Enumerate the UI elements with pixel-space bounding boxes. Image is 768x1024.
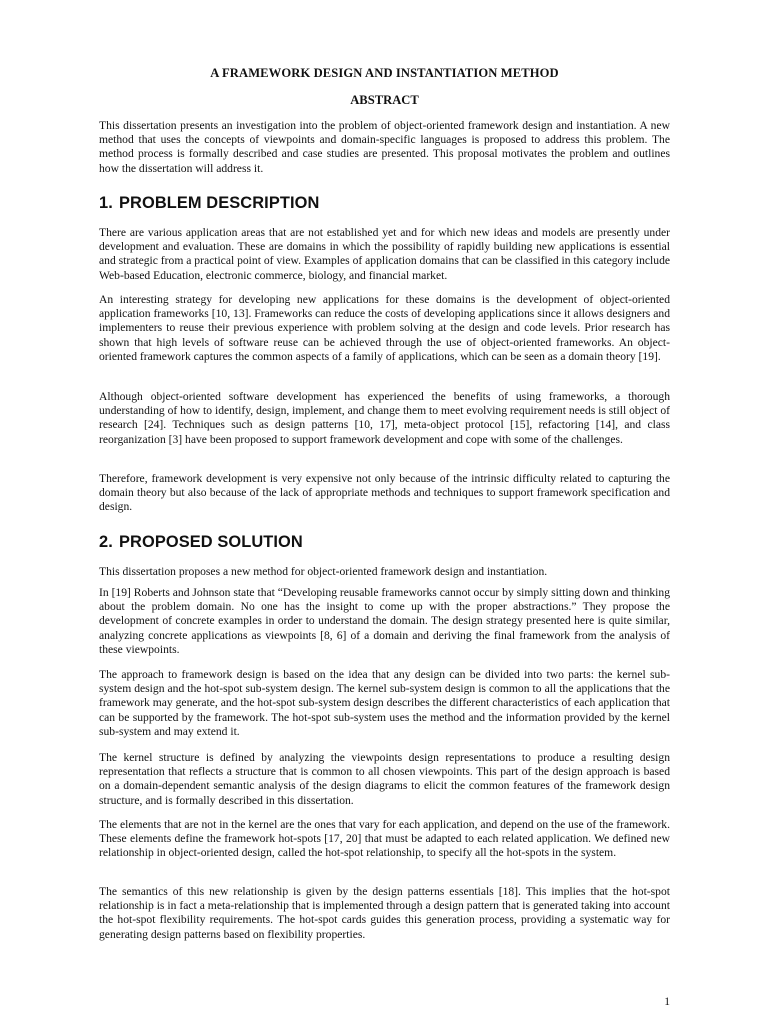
section-number: 2. <box>99 533 113 551</box>
paragraph: The semantics of this new relationship is given by the design patterns essentials [18]. This implies that the hot-spot relationship is in fact a meta-relationship that is implemented through a design pattern that is generated taking into account the hot-spot flexibility requirements. The hot-spot cards guides this generation process, providing a systematic way for generating design patterns based on flexibility properties. <box>99 885 670 941</box>
paragraph: The approach to framework design is based on the idea that any design can be divided into two parts: the kernel sub-system design and the hot-spot sub-system design. The kernel sub-system design is common to all the applications that the framework may generate, and the hot-spot sub-system design describes the different characteristics of each application that can be supported by the framework. The hot-spot sub-system uses the method and the information provided by the kernel sub-system and may extend it. <box>99 668 670 738</box>
document-page <box>99 0 670 1024</box>
paragraph: Although object-oriented software development has experienced the benefits of using frameworks, a thorough understanding of how to identify, design, implement, and change them to meet evolving requirement needs is still object of research [24]. Techniques such as design patterns [10, 17], meta-object protocol [15], refactoring [14], and class reorganization [3] have been proposed to support framework development and cope with some of the challenges. <box>99 390 670 446</box>
paragraph: An interesting strategy for developing new applications for these domains is the development of object-oriented application frameworks [10, 13]. Frameworks can reduce the costs of developing applications since it allows designers and implementers to reuse their previous experience with problem solving at the design and code levels. Prior research has shown that high levels of software reuse can be achieved through the use of object-oriented frameworks. An object-oriented framework captures the common aspects of a family of applications, which can be seen as a domain theory [19]. <box>99 293 670 363</box>
paragraph: In [19] Roberts and Johnson state that “Developing reusable frameworks cannot occur by simply sitting down and thinking about the problem domain. No one has the insight to come up with the proper abstractions.” They propose the development of concrete examples in order to understand the domain. The design strategy presented here is quite similar, analyzing concrete applications as viewpoints [8, 6] of a domain and deriving the final framework from the analysis of these viewpoints. <box>99 586 670 656</box>
document-title: A FRAMEWORK DESIGN AND INSTANTIATION METHOD <box>210 66 559 80</box>
abstract-heading: ABSTRACT <box>350 93 419 107</box>
section-title: PROBLEM DESCRIPTION <box>119 194 320 212</box>
section-number: 1. <box>99 194 113 212</box>
page-number: 1 <box>664 995 670 1008</box>
abstract-paragraph: This dissertation presents an investigation into the problem of object-oriented framework design and instantiation. A new method that uses the concepts of viewpoints and domain-specific languages is proposed to address this problem. The method process is formally described and case studies are presented. This proposal motivates the problem and outlines how the dissertation will address it. <box>99 119 670 175</box>
section-heading-proposed-solution <box>99 532 670 552</box>
paragraph: There are various application areas that are not established yet and for which new ideas and models are presently under development and evaluation. These are domains in which the possibility of rapidly building new applications is essential and strategic from a practical point of view. Examples of application domains that can be classified in this category include Web-based Education, electronic commerce, biology, and financial market. <box>99 226 671 282</box>
section-heading-problem-description <box>99 193 670 213</box>
section-title: PROPOSED SOLUTION <box>119 533 303 551</box>
paragraph: Therefore, framework development is very expensive not only because of the intrinsic difficulty related to capturing the domain theory but also because of the lack of appropriate methods and techniques to support framework specification and design. <box>99 472 670 514</box>
paragraph: The kernel structure is defined by analyzing the viewpoints design representations to produce a resulting design representation that reflects a structure that is common to all chosen viewpoints. This part of the design approach is based on a domain-dependent semantic analysis of the design diagrams to elicit the common features of the framework design structure, and is formally described in this dissertation. <box>99 751 670 807</box>
paragraph: This dissertation proposes a new method for object-oriented framework design and instantiation. <box>99 565 548 578</box>
paragraph: The elements that are not in the kernel are the ones that vary for each application, and depend on the use of the framework. These elements define the framework hot-spots [17, 20] that must be adapted to each related application. We defined new relationship in object-oriented design, called the hot-spot relationship, to specify all the hot-spots in the system. <box>99 818 670 860</box>
